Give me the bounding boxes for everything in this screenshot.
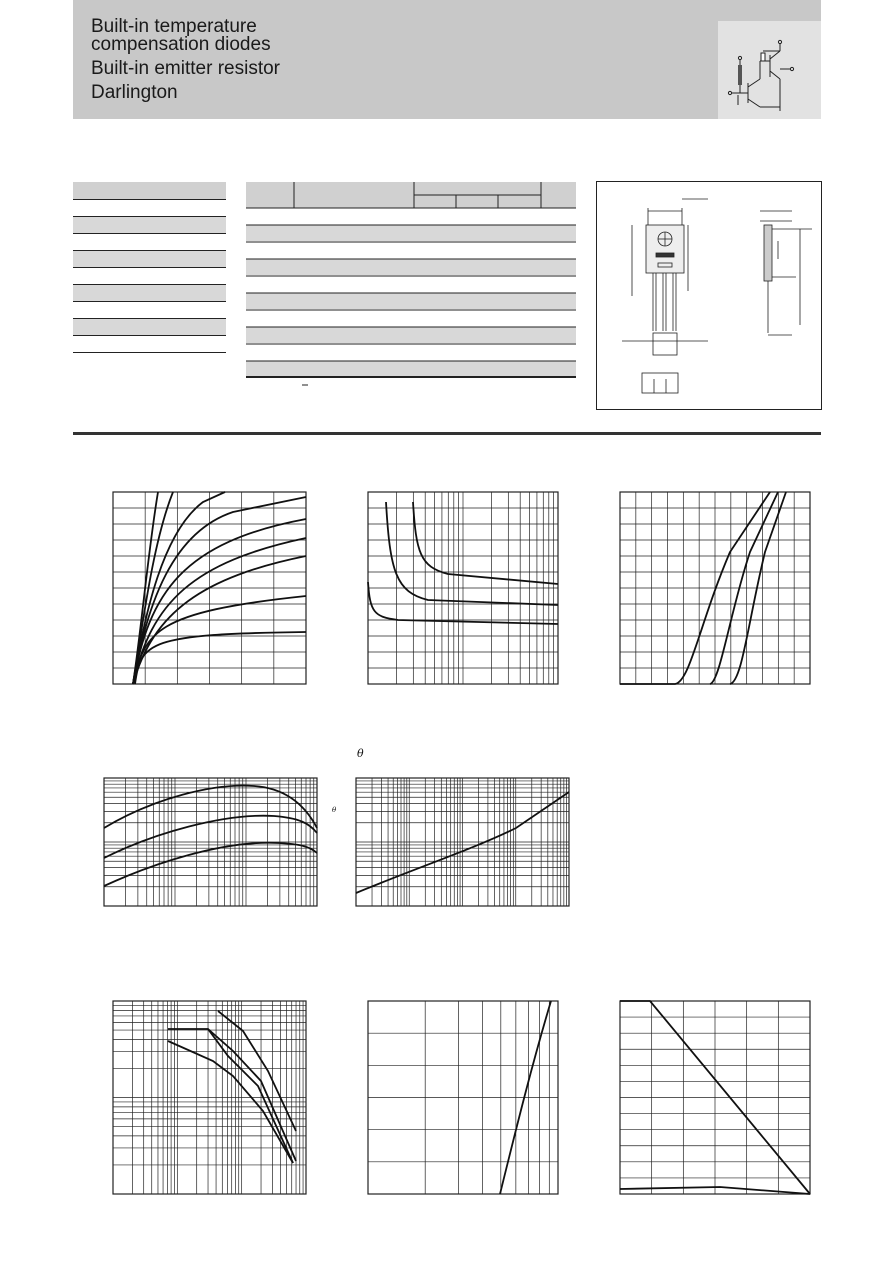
equivalent-circuit-box xyxy=(718,21,821,119)
graph-hfe-ic xyxy=(104,778,317,906)
curve xyxy=(104,843,317,886)
graph-grid xyxy=(368,1001,558,1194)
feature-line-2: compensation diodes xyxy=(91,34,271,55)
graph-derating xyxy=(620,1001,810,1194)
equivalent-circuit-icon xyxy=(718,21,821,119)
theta-label: θ xyxy=(357,747,364,760)
graph-grid xyxy=(620,1001,810,1194)
table-row xyxy=(73,217,226,234)
graph-transfer xyxy=(620,492,810,684)
curve xyxy=(135,632,306,684)
theta-axis-label: θ xyxy=(332,806,337,814)
table-row xyxy=(73,336,226,353)
table-header-row xyxy=(73,182,226,200)
graph-thermal-resistance xyxy=(356,778,569,906)
feature-line-3: Built-in emitter resistor xyxy=(91,58,280,79)
feature-line-1: Built-in temperature xyxy=(91,16,257,37)
table-row xyxy=(73,200,226,217)
table-row xyxy=(73,251,226,268)
curve xyxy=(218,1011,296,1131)
graph-single-line xyxy=(368,1001,558,1194)
table-row xyxy=(73,268,226,285)
feature-line-4: Darlington xyxy=(91,82,178,103)
curve xyxy=(386,502,558,605)
graph-log-decay xyxy=(368,492,558,684)
section-divider xyxy=(73,432,821,435)
graph-grid xyxy=(356,778,569,906)
table-row xyxy=(73,234,226,251)
graph-grid xyxy=(368,492,558,684)
graph-ic-vce xyxy=(113,492,306,684)
header-band xyxy=(73,0,821,119)
characteristics-table xyxy=(246,182,576,397)
table-row xyxy=(73,319,226,336)
graph-safe-operating-area xyxy=(113,1001,306,1194)
table-row xyxy=(73,285,226,302)
graph-grid xyxy=(104,778,317,906)
package-outline-drawing xyxy=(596,181,822,410)
curve xyxy=(133,538,306,684)
ratings-table xyxy=(73,182,226,353)
curve xyxy=(133,596,306,684)
table-row xyxy=(73,302,226,319)
